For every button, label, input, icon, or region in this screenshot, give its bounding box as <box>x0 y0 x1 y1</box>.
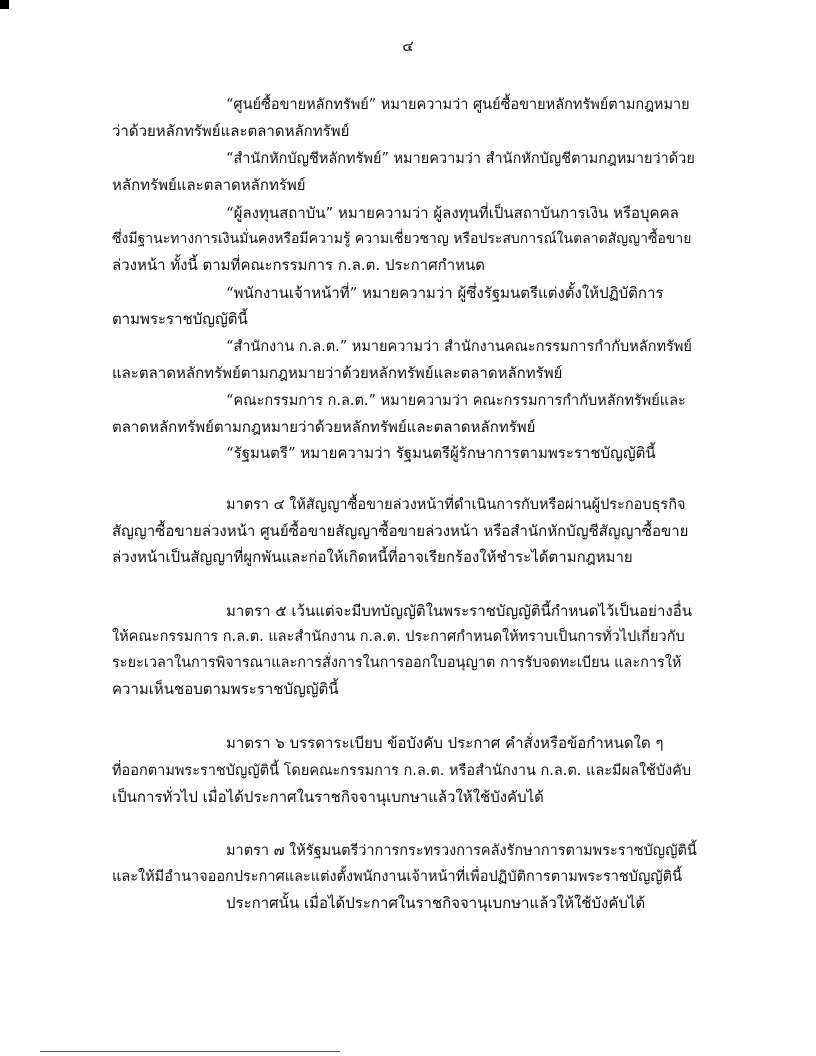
text-line: “ศูนย์ซื้อขายหลักทรัพย์” หมายความว่า ศูนย์ซื้อขายหลักทรัพย์ตามกฎหมาย <box>226 97 690 113</box>
section-heading-line: มาตรา ๕ เว้นแต่จะมีบทบัญญัติในพระราชบัญญัตินี้กำหนดไว้เป็นอย่างอื่น <box>226 602 692 620</box>
section-heading-line: มาตรา ๗ ให้รัฐมนตรีว่าการกระทรวงการคลังรักษาการตามพระราชบัญญัตินี้ <box>226 843 697 859</box>
text-line: และตลาดหลักทรัพย์ตามกฎหมายว่าด้วยหลักทรัพย์และตลาดหลักทรัพย์ <box>112 364 563 382</box>
text-line: “คณะกรรมการ ก.ล.ต.” หมายความว่า คณะกรรมการกำกับหลักทรัพย์และ <box>226 393 686 409</box>
text-line: ตามพระราชบัญญัตินี้ <box>112 310 248 328</box>
text-line: ความเห็นชอบตามพระราชบัญญัตินี้ <box>112 680 339 698</box>
text-line: ประกาศนั้น เมื่อได้ประกาศในราชกิจจานุเบกษาแล้วให้ใช้บังคับได้ <box>226 894 646 912</box>
text-line: “สำนักหักบัญชีหลักทรัพย์” หมายความว่า สำนักหักบัญชีตามกฎหมายว่าด้วย <box>226 151 695 167</box>
text-line: ซึ่งมีฐานะทางการเงินมั่นคงหรือมีความรู้ ความเชี่ยวชาญ หรือประสบการณ์ในตลาดสัญญาซื้อขาย <box>112 231 692 247</box>
text-line: “สำนักงาน ก.ล.ต.” หมายความว่า สำนักงานคณะกรรมการกำกับหลักทรัพย์ <box>226 339 692 355</box>
scan-corner-mark <box>0 0 9 9</box>
text-line: ตลาดหลักทรัพย์ตามกฎหมายว่าด้วยหลักทรัพย์และตลาดหลักทรัพย์ <box>112 418 536 436</box>
footer-rule <box>40 1051 340 1052</box>
text-line: “พนักงานเจ้าหน้าที่” หมายความว่า ผู้ซึ่งรัฐมนตรีแต่งตั้งให้ปฏิบัติการ <box>226 284 664 302</box>
text-line: “รัฐมนตรี” หมายความว่า รัฐมนตรีผู้รักษาการตามพระราชบัญญัตินี้ <box>226 444 656 462</box>
text-line: ว่าด้วยหลักทรัพย์และตลาดหลักทรัพย์ <box>112 122 350 140</box>
text-line: “ผู้ลงทุนสถาบัน” หมายความว่า ผู้ลงทุนที่เป็นสถาบันการเงิน หรือบุคคล <box>226 204 679 222</box>
section-heading-line: มาตรา ๖ บรรดาระเบียบ ข้อบังคับ ประกาศ คำสั่งหรือข้อกำหนดใด ๆ <box>226 734 664 752</box>
page-number: ๔ <box>402 37 414 55</box>
text-line: ให้คณะกรรมการ ก.ล.ต. และสำนักงาน ก.ล.ต. ประกาศกำหนดให้ทราบเป็นการทั่วไปเกี่ยวกับ <box>112 629 685 645</box>
text-line: ล่วงหน้า ทั้งนี้ ตามที่คณะกรรมการ ก.ล.ต. ประกาศกำหนด <box>112 256 486 274</box>
text-line: เป็นการทั่วไป เมื่อได้ประกาศในราชกิจจานุเบกษาแล้วให้ใช้บังคับได้ <box>112 788 544 806</box>
text-line: ล่วงหน้าเป็นสัญญาที่ผูกพันและก่อให้เกิดหนี้ที่อาจเรียกร้องให้ชำระได้ตามกฎหมาย <box>112 548 633 566</box>
text-line: ระยะเวลาในการพิจารณาและการสั่งการในการออกใบอนุญาต การรับจดทะเบียน และการให้ <box>112 655 682 671</box>
text-line: ที่ออกตามพระราชบัญญัตินี้ โดยคณะกรรมการ ก.ล.ต. หรือสำนักงาน ก.ล.ต. และมีผลใช้บังคับ <box>112 763 692 779</box>
text-line: สัญญาซื้อขายล่วงหน้า ศูนย์ซื้อขายสัญญาซื้อขายล่วงหน้า หรือสำนักหักบัญชีสัญญาซื้อขาย <box>112 522 689 540</box>
text-line: และให้มีอำนาจออกประกาศและแต่งตั้งพนักงานเจ้าหน้าที่เพื่อปฏิบัติการตามพระราชบัญญัตินี้ <box>112 869 682 885</box>
text-line: หลักทรัพย์และตลาดหลักทรัพย์ <box>112 176 306 194</box>
section-heading-line: มาตรา ๔ ให้สัญญาซื้อขายล่วงหน้าที่ดำเนินการกับหรือผ่านผู้ประกอบธุรกิจ <box>226 497 686 513</box>
